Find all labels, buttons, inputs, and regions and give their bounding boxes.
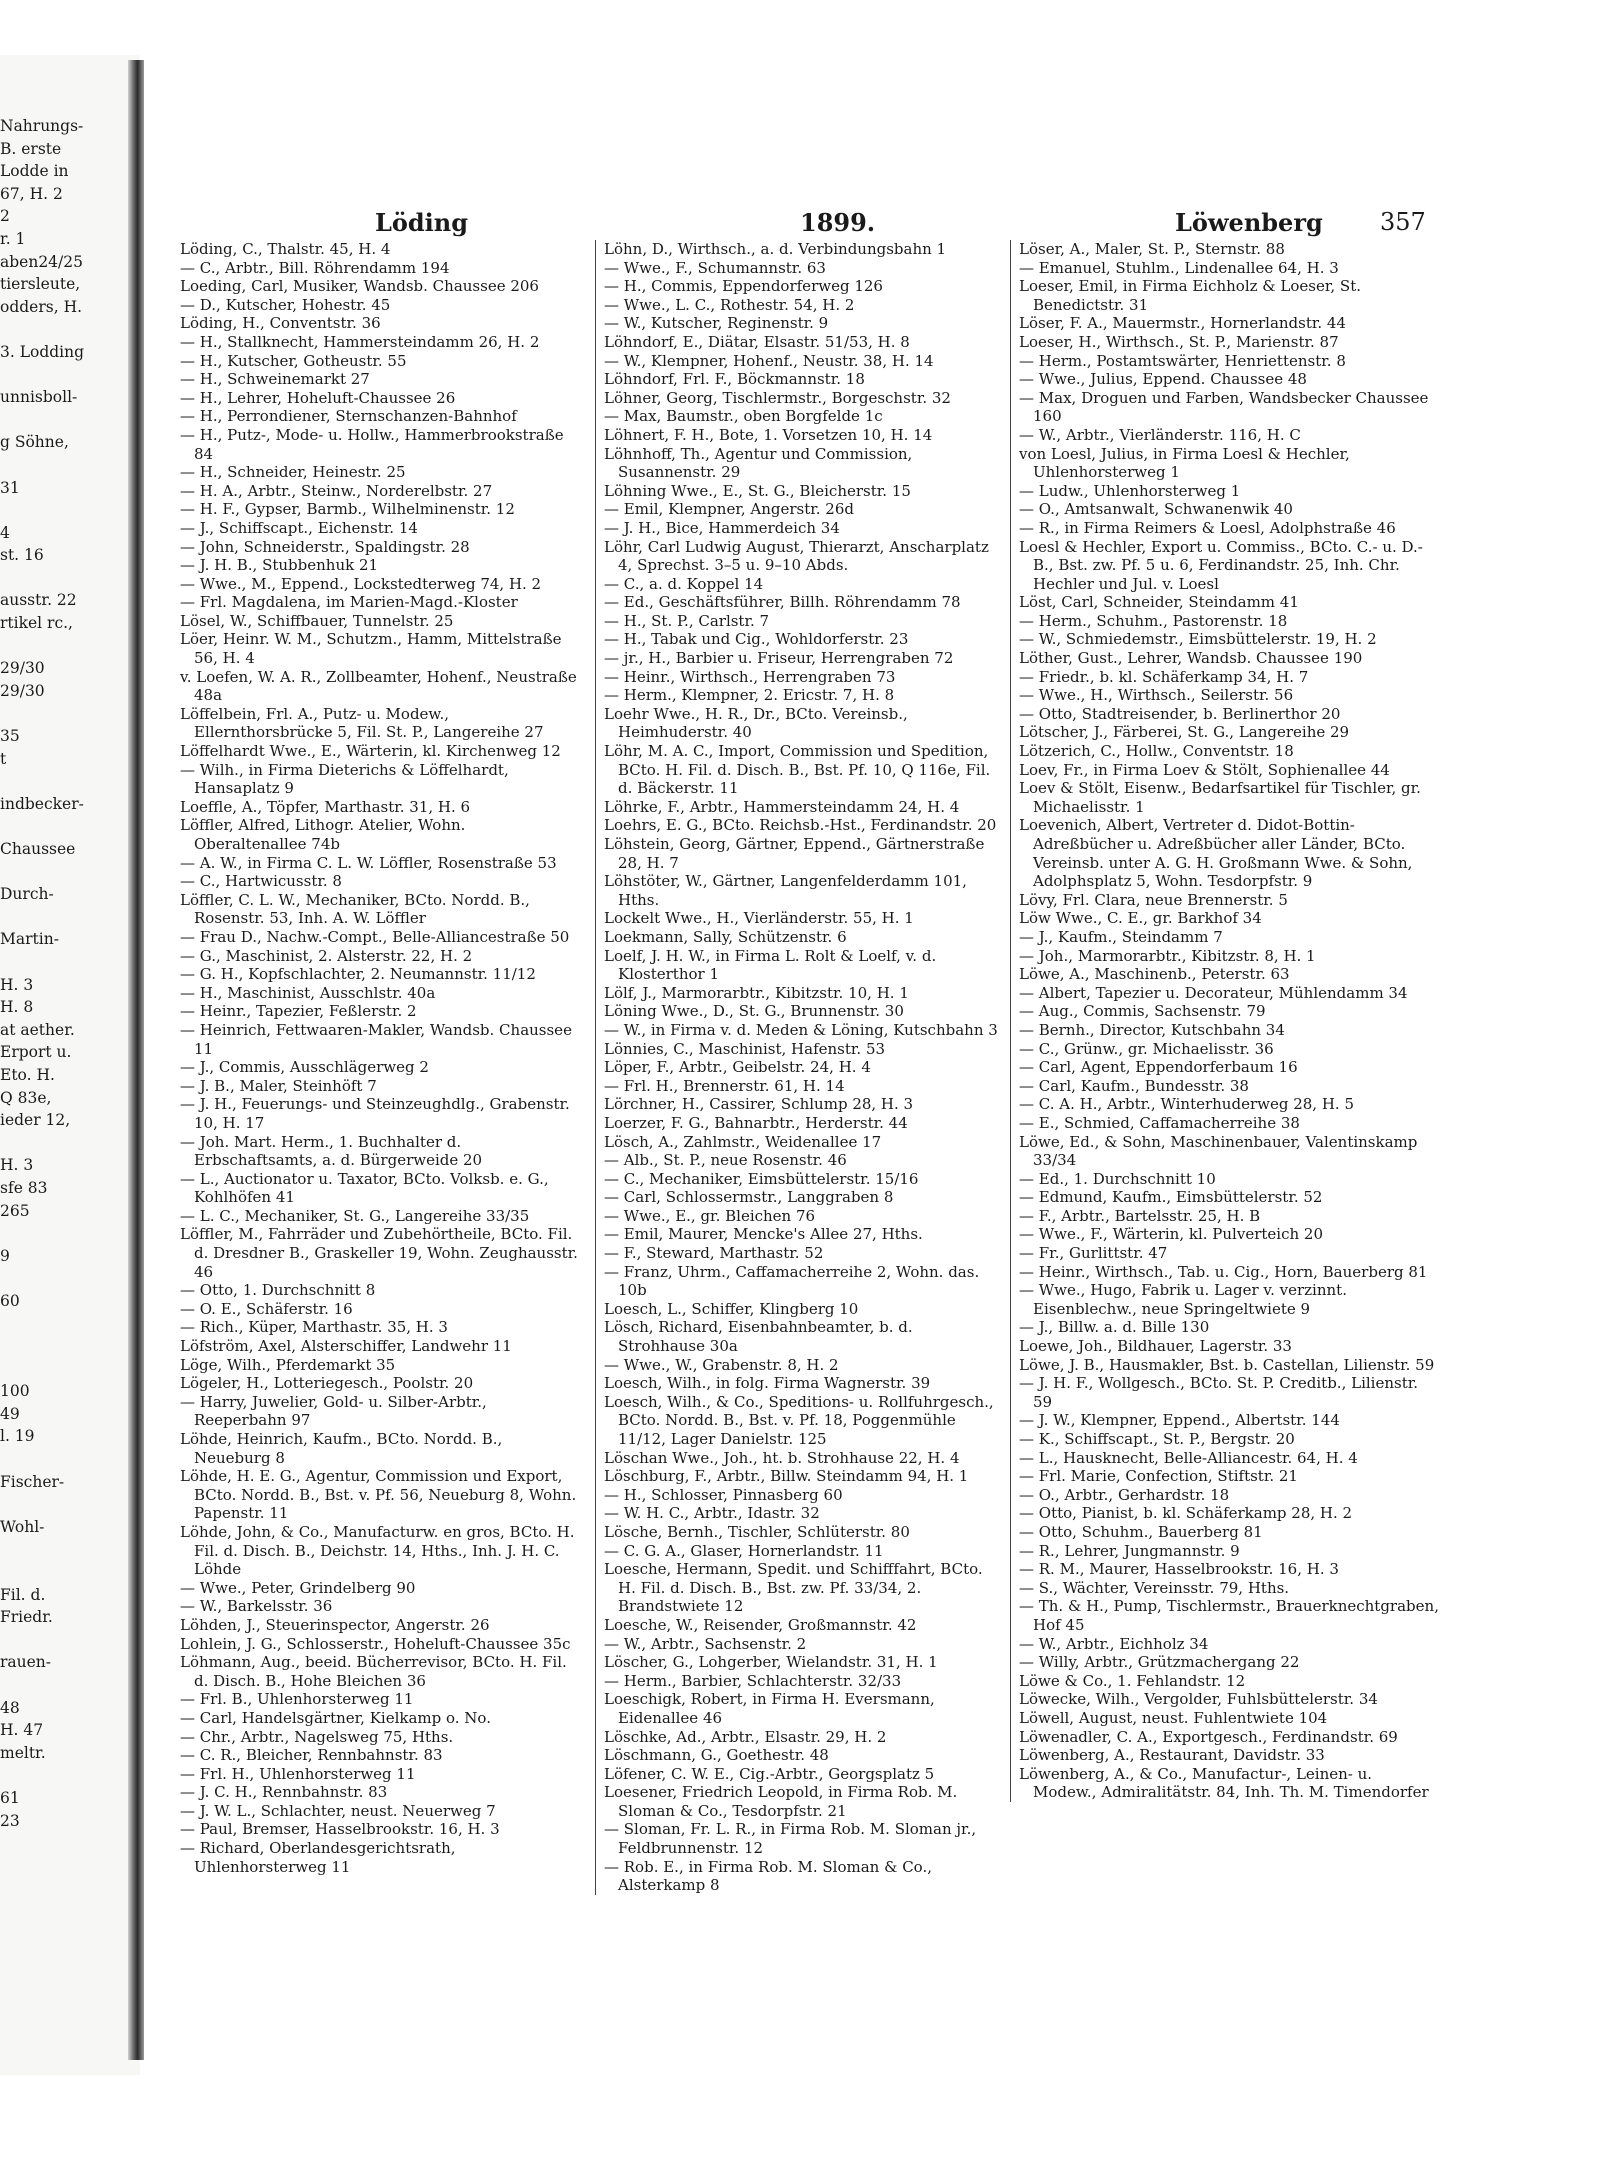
directory-entry: — O., Amtsanwalt, Schwanenwik 40 <box>1019 500 1293 519</box>
previous-page-fragment <box>0 115 124 1832</box>
directory-entry: — Wwe., M., Eppend., Lockstedterweg 74, H. 2 <box>180 574 542 593</box>
directory-entry: Löper, F., Arbtr., Geibelstr. 24, H. 4 <box>604 1058 871 1077</box>
fragment-line <box>0 1312 124 1335</box>
directory-entry: Löwecke, Wilh., Vergolder, Fuhlsbüttelerstr. 34 <box>1019 1690 1378 1709</box>
fragment-line <box>0 906 124 929</box>
directory-entry: Löhr, M. A. C., Import, Commission und Spedition, BCto. H. Fil. d. Disch. B., Bst. Pf. 10, Q 116e, Fil. d. Bäckerstr. 11 <box>604 742 991 798</box>
fragment-line <box>0 567 124 590</box>
fragment-line: 2 <box>0 207 10 226</box>
directory-entry: — W., Kutscher, Reginenstr. 9 <box>604 314 829 333</box>
directory-entry: von Loesl, Julius, in Firma Loesl & Hechler, Uhlenhorsterweg 1 <box>1019 444 1350 482</box>
fragment-line <box>0 1358 124 1381</box>
directory-entry: Loeding, Carl, Musiker, Wandsb. Chaussee 206 <box>180 277 539 296</box>
directory-entry: Löding, C., Thalstr. 45, H. 4 <box>180 240 391 258</box>
directory-entry: — C., Hartwicusstr. 8 <box>180 872 342 891</box>
fragment-line: g Söhne, <box>0 433 69 452</box>
directory-entry: Löther, Gust., Lehrer, Wandsb. Chaussee 190 <box>1019 649 1363 668</box>
directory-entry: — Wwe., F., Schumannstr. 63 <box>604 258 826 277</box>
directory-entry: — Carl, Schlossermstr., Langgraben 8 <box>604 1188 894 1207</box>
fragment-line: B. erste <box>0 139 62 158</box>
directory-entry: — Willy, Arbtr., Grützmachergang 22 <box>1019 1653 1300 1672</box>
directory-entry: Löhden, J., Steuerinspector, Angerstr. 26 <box>180 1615 490 1634</box>
directory-entry: Lötscher, J., Färberei, St. G., Langereihe 29 <box>1019 723 1350 742</box>
directory-entry: Löser, A., Maler, St. P., Sternstr. 88 <box>1019 240 1285 258</box>
page-header <box>150 200 1440 240</box>
directory-entry: Loesch, Wilh., & Co., Speditions- u. Rollfuhrgesch., BCto. Nordd. B., Bst. v. Pf. 18, Poggenmühle 11/12, Lager Danielstr. 125 <box>604 1392 994 1448</box>
header-left-word: Löding <box>375 208 469 237</box>
fragment-line: 48 <box>0 1698 20 1717</box>
fragment-line: Q 83e, <box>0 1088 52 1107</box>
fragment-line: 61 <box>0 1788 20 1807</box>
directory-entry: — Max, Droguen und Farben, Wandsbecker Chaussee 160 <box>1019 388 1429 426</box>
directory-entry: — Frau D., Nachw.-Compt., Belle-Alliancestraße 50 <box>180 927 570 946</box>
directory-entry: Löhmann, Aug., beeid. Bücherrevisor, BCto. H. Fil. d. Disch. B., Hohe Bleichen 36 <box>180 1653 567 1690</box>
directory-entry: — C., Mechaniker, Eimsbüttelerstr. 15/16 <box>604 1169 919 1188</box>
directory-entry: Lockelt Wwe., H., Vierländerstr. 55, H. 1 <box>604 909 914 928</box>
directory-entry: — Edmund, Kaufm., Eimsbüttelerstr. 52 <box>1019 1188 1323 1207</box>
directory-entry: — Wilh., in Firma Dieterichs & Löffelhardt, Hansaplatz 9 <box>180 760 509 798</box>
fragment-line: H. 8 <box>0 998 34 1017</box>
fragment-line: Fil. d. <box>0 1585 46 1604</box>
directory-entry: — H., Tabak und Cig., Wohldorferstr. 23 <box>604 630 909 649</box>
directory-entry: — Herm., Barbier, Schlachterstr. 32/33 <box>604 1671 902 1690</box>
directory-entry: — R. M., Maurer, Hasselbrookstr. 16, H. 3 <box>1019 1560 1339 1579</box>
directory-entry: Löhstöter, W., Gärtner, Langenfelderdamm 101, Hths. <box>604 872 967 909</box>
directory-entry: — K., Schiffscapt., St. P., Bergstr. 20 <box>1019 1430 1295 1448</box>
directory-entry: — Frl. H., Brennerstr. 61, H. 14 <box>604 1076 845 1095</box>
directory-entry: — Heinr., Wirthsch., Herrengraben 73 <box>604 667 896 686</box>
directory-entry: — Chr., Arbtr., Nagelsweg 75, Hths. <box>180 1727 454 1746</box>
directory-entry: — Joh., Marmorarbtr., Kibitzstr. 8, H. 1 <box>1019 946 1316 965</box>
directory-entry: — Wwe., Hugo, Fabrik u. Lager v. verzinnt. Eisenblechw., neue Springeltwiete 9 <box>1019 1281 1347 1318</box>
directory-entry: — Carl, Kaufm., Bundesstr. 38 <box>1019 1076 1249 1095</box>
directory-entry: — Heinr., Tapezier, Feßlerstr. 2 <box>180 1002 417 1021</box>
directory-entry: — John, Schneiderstr., Spaldingstr. 28 <box>180 537 470 556</box>
header-year: 1899. <box>800 208 876 237</box>
directory-entry: — H. A., Arbtr., Steinw., Norderelbstr. 27 <box>180 481 493 500</box>
fragment-line <box>0 1493 124 1516</box>
directory-entry: Löhstein, Georg, Gärtner, Eppend., Gärtnerstraße 28, H. 7 <box>604 835 985 872</box>
directory-entry: — H., St. P., Carlstr. 7 <box>604 611 770 630</box>
directory-entry: — Emil, Maurer, Mencke's Allee 27, Hths. <box>604 1225 923 1244</box>
directory-entry: — O., Arbtr., Gerhardstr. 18 <box>1019 1485 1230 1504</box>
fragment-line <box>0 815 124 838</box>
directory-entry: — C., a. d. Koppel 14 <box>604 574 764 593</box>
fragment-line <box>0 499 124 522</box>
directory-entry: Löffelbein, Frl. A., Putz- u. Modew., Ellernthorsbrücke 5, Fil. St. P., Langereihe 27 <box>180 704 544 742</box>
directory-entry: Loesch, L., Schiffer, Klingberg 10 <box>604 1299 859 1318</box>
directory-entry: — H., Schweinemarkt 27 <box>180 370 370 389</box>
directory-entry: — Otto, Schuhm., Bauerberg 81 <box>1019 1522 1263 1541</box>
directory-entry: — Friedr., b. kl. Schäferkamp 34, H. 7 <box>1019 667 1309 686</box>
directory-entry: Löhnhoff, Th., Agentur und Commission, Susannenstr. 29 <box>604 444 913 482</box>
page-number: 357 <box>1380 208 1426 236</box>
directory-entry: Loehr Wwe., H. R., Dr., BCto. Vereinsb., Heimhuderstr. 40 <box>604 704 908 742</box>
fragment-line <box>0 1561 124 1584</box>
directory-entry: Löwe, A., Maschinenb., Peterstr. 63 <box>1019 965 1290 984</box>
fragment-line: H. 3 <box>0 975 34 994</box>
directory-entry: Loeser, H., Wirthsch., St. P., Marienstr. 87 <box>1019 332 1339 351</box>
directory-entry: — H., Kutscher, Gotheustr. 55 <box>180 351 407 370</box>
directory-entry: — Emanuel, Stuhlm., Lindenallee 64, H. 3 <box>1019 258 1339 277</box>
directory-entry: — J., Commis, Ausschlägerweg 2 <box>180 1058 429 1077</box>
directory-entry: Löwe & Co., 1. Fehlandstr. 12 <box>1019 1671 1246 1690</box>
directory-entry: — J. W. L., Schlachter, neust. Neuerweg 7 <box>180 1801 496 1820</box>
directory-entry: Löding, H., Conventstr. 36 <box>180 314 381 333</box>
directory-entry: Loesche, W., Reisender, Großmannstr. 42 <box>604 1615 917 1634</box>
fragment-line: 9 <box>0 1246 10 1265</box>
directory-entry: — R., in Firma Reimers & Loesl, Adolphstraße 46 <box>1019 518 1396 537</box>
directory-entry: — Rob. E., in Firma Rob. M. Sloman & Co., Alsterkamp 8 <box>604 1857 932 1895</box>
directory-entry: — F., Arbtr., Bartelsstr. 25, H. B <box>1019 1206 1261 1225</box>
directory-entry: — D., Kutscher, Hohestr. 45 <box>180 295 391 314</box>
fragment-line <box>0 1267 124 1290</box>
directory-entry: — Aug., Commis, Sachsenstr. 79 <box>1019 1002 1266 1021</box>
directory-entry: — H., Putz-, Mode- u. Hollw., Hammerbrookstraße 84 <box>180 425 564 463</box>
fragment-line: 31 <box>0 478 20 497</box>
directory-entry: — Otto, Stadtreisender, b. Berlinerthor 20 <box>1019 704 1341 723</box>
fragment-line: H. 3 <box>0 1156 34 1175</box>
directory-entry: — Herm., Klempner, 2. Ericstr. 7, H. 8 <box>604 686 895 705</box>
fragment-line <box>0 861 124 884</box>
directory-entry: — A. W., in Firma C. L. W. Löffler, Rosenstraße 53 <box>180 853 557 872</box>
directory-entry: — Albert, Tapezier u. Decorateur, Mühlendamm 34 <box>1019 983 1408 1002</box>
directory-entry: — J. B., Maler, Steinhöft 7 <box>180 1076 377 1095</box>
directory-entry: — Frl. Marie, Confection, Stiftstr. 21 <box>1019 1467 1298 1486</box>
fragment-line: Durch- <box>0 885 54 904</box>
directory-entry: Lögeler, H., Lotteriegesch., Poolstr. 20 <box>180 1374 474 1393</box>
directory-entry: Lövy, Frl. Clara, neue Brennerstr. 5 <box>1019 890 1288 909</box>
directory-entry: — H., Maschinist, Ausschlstr. 40a <box>180 983 436 1002</box>
fragment-line: at aether. <box>0 1020 75 1039</box>
directory-entry: Löschan Wwe., Joh., ht. b. Strohhause 22, H. 4 <box>604 1448 960 1467</box>
directory-entry: — Max, Baumstr., oben Borgfelde 1c <box>604 407 883 426</box>
header-right-word: Löwenberg <box>1175 208 1323 237</box>
fragment-line: 35 <box>0 727 20 746</box>
directory-entry: — W., Arbtr., Eichholz 34 <box>1019 1634 1209 1653</box>
directory-entry: Löning Wwe., D., St. G., Brunnenstr. 30 <box>604 1002 904 1021</box>
directory-entry: — C. G. A., Glaser, Hornerlandstr. 11 <box>604 1541 884 1560</box>
directory-entry: Löschke, Ad., Arbtr., Elsastr. 29, H. 2 <box>604 1727 887 1746</box>
directory-entry: — Ed., Geschäftsführer, Billh. Röhrendamm 78 <box>604 593 961 612</box>
directory-entry: Loevenich, Albert, Vertreter d. Didot-Bottin-Adreßbücher u. Adreßbücher aller Länder, BCto. Vereinsb. unter A. G. H. Großmann Wwe. & Sohn, Adolphsplatz 5, Wohn. Tesdorpfstr. 9 <box>1019 816 1413 891</box>
directory-entry: Loev & Stölt, Eisenw., Bedarfsartikel für Tischler, gr. Michaelisstr. 1 <box>1019 779 1421 816</box>
fragment-line: meltr. <box>0 1743 46 1762</box>
directory-entry: Löffler, Alfred, Lithogr. Atelier, Wohn. Oberaltenallee 74b <box>180 816 466 853</box>
directory-entry: — Paul, Bremser, Hasselbrookstr. 16, H. 3 <box>180 1820 500 1839</box>
directory-entry: — Ludw., Uhlenhorsterweg 1 <box>1019 481 1241 500</box>
directory-entry: — Wwe., E., gr. Bleichen 76 <box>604 1206 816 1225</box>
directory-entry: — J. H. F., Wollgesch., BCto. St. P. Creditb., Lilienstr. 59 <box>1019 1374 1419 1411</box>
directory-entry: — Rich., Küper, Marthastr. 35, H. 3 <box>180 1318 448 1337</box>
directory-entry: Loesl & Hechler, Export u. Commiss., BCto. C.- u. D.-B., Bst. zw. Pf. 5 u. 6, Ferdinandstr. 25, Inh. Chr. Hechler und Jul. v. Loesl <box>1019 537 1423 593</box>
fragment-line: 67, H. 2 <box>0 184 63 203</box>
fragment-line: odders, H. <box>0 297 83 316</box>
directory-entry: Löser, F. A., Mauermstr., Hornerlandstr. 44 <box>1019 314 1347 333</box>
directory-entry: — L., Auctionator u. Taxator, BCto. Volksb. e. G., Kohlhöfen 41 <box>180 1169 549 1207</box>
directory-entry: — H., Perrondiener, Sternschanzen-Bahnhof <box>180 407 517 426</box>
directory-entry: — Emil, Klempner, Angerstr. 26d <box>604 500 854 519</box>
directory-entry: — C. R., Bleicher, Rennbahnstr. 83 <box>180 1746 443 1765</box>
fragment-line: l. 19 <box>0 1427 35 1446</box>
directory-entry: Löffler, C. L. W., Mechaniker, BCto. Nordd. B., Rosenstr. 53, Inh. A. W. Löffler <box>180 890 530 928</box>
directory-entry: Loehrs, E. G., BCto. Reichsb.-Hst., Ferdinandstr. 20 <box>604 816 997 835</box>
directory-entry: Löwell, August, neust. Fuhlentwiete 104 <box>1019 1708 1328 1727</box>
directory-entry: — W., Schmiedemstr., Eimsbüttelerstr. 19, H. 2 <box>1019 630 1377 649</box>
directory-entry: — Heinrich, Fettwaaren-Makler, Wandsb. Chaussee 11 <box>180 1020 572 1058</box>
directory-page <box>150 200 1440 2060</box>
fragment-line: Lodde in <box>0 162 69 181</box>
directory-entry: — Carl, Handelsgärtner, Kielkamp o. No. <box>180 1708 491 1727</box>
fragment-line: Fischer- <box>0 1472 65 1491</box>
fragment-line <box>0 1222 124 1245</box>
directory-entry: — G. H., Kopfschlachter, 2. Neumannstr. 11/12 <box>180 965 536 984</box>
directory-entry: Lohlein, J. G., Schlosserstr., Hoheluft-Chaussee 35c <box>180 1634 571 1653</box>
directory-entry: — C. A. H., Arbtr., Winterhuderweg 28, H. 5 <box>1019 1095 1354 1114</box>
directory-entry: Löwe, J. B., Hausmakler, Bst. b. Castellan, Lilienstr. 59 <box>1019 1355 1435 1374</box>
directory-entry: — E., Schmied, Caffamacherreihe 38 <box>1019 1113 1300 1132</box>
column-2 <box>595 240 999 1895</box>
fragment-line: ieder 12, <box>0 1111 71 1130</box>
directory-entry: — Otto, 1. Durchschnitt 8 <box>180 1281 376 1300</box>
directory-entry: — W. H. C., Arbtr., Idastr. 32 <box>604 1504 820 1523</box>
directory-entry: — Herm., Postamtswärter, Henriettenstr. 8 <box>1019 351 1346 370</box>
directory-entry: — Wwe., H., Wirthsch., Seilerstr. 56 <box>1019 686 1294 705</box>
directory-entry: — J. H., Bice, Hammerdeich 34 <box>604 518 840 537</box>
directory-entry: — W., Arbtr., Vierländerstr. 116, H. C <box>1019 425 1301 444</box>
fragment-line: st. 16 <box>0 546 44 565</box>
fragment-line: unnisboll- <box>0 388 78 407</box>
directory-entry: Löhde, Heinrich, Kaufm., BCto. Nordd. B., Neueburg 8 <box>180 1430 503 1467</box>
directory-entry: — O. E., Schäferstr. 16 <box>180 1299 353 1318</box>
fragment-line: Erport u. <box>0 1043 72 1062</box>
fragment-line <box>0 1132 124 1155</box>
fragment-line <box>0 1335 124 1358</box>
directory-entry: — Bernh., Director, Kutschbahn 34 <box>1019 1020 1285 1039</box>
directory-entry: Löscher, G., Lohgerber, Wielandstr. 31, H. 1 <box>604 1653 938 1672</box>
fragment-line: 23 <box>0 1811 20 1830</box>
directory-entry: — J., Billw. a. d. Bille 130 <box>1019 1318 1210 1337</box>
fragment-line: tiersleute, <box>0 275 81 294</box>
fragment-line <box>0 635 124 658</box>
directory-entry: Lönnies, C., Maschinist, Hafenstr. 53 <box>604 1039 886 1058</box>
directory-entry: — C., Arbtr., Bill. Röhrendamm 194 <box>180 258 450 277</box>
directory-entry: — Fr., Gurlittstr. 47 <box>1019 1244 1168 1263</box>
directory-entry: Loesche, Hermann, Spedit. und Schifffahrt, BCto. H. Fil. d. Disch. B., Bst. zw. Pf. 33/34, 2. Brandstwiete 12 <box>604 1560 983 1616</box>
directory-entry: Löhrke, F., Arbtr., Hammersteindamm 24, H. 4 <box>604 797 960 816</box>
directory-entry: — Frl. Magdalena, im Marien-Magd.-Kloster <box>180 593 518 612</box>
fragment-line <box>0 1629 124 1652</box>
fragment-line: r. 1 <box>0 229 26 248</box>
fragment-line: sfe 83 <box>0 1178 48 1197</box>
directory-entry: Löfener, C. W. E., Cig.-Arbtr., Georgsplatz 5 <box>604 1764 935 1783</box>
fragment-line: Wohl- <box>0 1517 45 1536</box>
directory-entry: — H., Schneider, Heinestr. 25 <box>180 463 406 482</box>
directory-entry: Löffelhardt Wwe., E., Wärterin, kl. Kirchenweg 12 <box>180 742 561 761</box>
fragment-line: Friedr. <box>0 1608 53 1627</box>
directory-entry: — Th. & H., Pump, Tischlermstr., Brauerknechtgraben, Hof 45 <box>1019 1597 1439 1634</box>
directory-entry: Löschmann, G., Goethestr. 48 <box>604 1746 829 1765</box>
directory-entry: Lölf, J., Marmorarbtr., Kibitzstr. 10, H. 1 <box>604 983 909 1002</box>
directory-entry: — Richard, Oberlandesgerichtsrath, Uhlenhorsterweg 11 <box>180 1839 456 1876</box>
directory-entry: — R., Lehrer, Jungmannstr. 9 <box>1019 1541 1240 1560</box>
directory-entry: — W., Barkelsstr. 36 <box>180 1597 333 1616</box>
directory-entry: Löwenberg, A., & Co., Manufactur-, Leinen- u. Modew., Admiralitätstr. 84, Inh. Th. M. Timendorfer <box>1019 1764 1429 1802</box>
fragment-line: 4 <box>0 523 10 542</box>
directory-entry: — Franz, Uhrm., Caffamacherreihe 2, Wohn. das. 10b <box>604 1262 980 1300</box>
directory-entry: Löffler, M., Fahrräder und Zubehörtheile, BCto. Fil. d. Dresdner B., Graskeller 19, Wohn. Zeughausstr. 46 <box>180 1225 578 1281</box>
directory-entry: Löwe, Ed., & Sohn, Maschinenbauer, Valentinskamp 33/34 <box>1019 1132 1418 1170</box>
directory-entry: Loev, Fr., in Firma Loev & Stölt, Sophienallee 44 <box>1019 760 1390 779</box>
directory-entry: — H. F., Gypser, Barmb., Wilhelminenstr. 12 <box>180 500 515 519</box>
fragment-line <box>0 1764 124 1787</box>
fragment-line <box>0 409 124 432</box>
directory-entry: — Ed., 1. Durchschnitt 10 <box>1019 1169 1216 1188</box>
fragment-line: t <box>0 749 7 768</box>
directory-entry: — H., Lehrer, Hoheluft-Chaussee 26 <box>180 388 456 407</box>
directory-entry: — Joh. Mart. Herm., 1. Buchhalter d. Erbschaftsamts, a. d. Bürgerweide 20 <box>180 1132 483 1170</box>
directory-entry: — C., Grünw., gr. Michaelisstr. 36 <box>1019 1039 1274 1058</box>
directory-entry: Loeser, Emil, in Firma Eichholz & Loeser, St. Benedictstr. 31 <box>1019 277 1362 314</box>
fragment-line <box>0 1538 124 1561</box>
fragment-line <box>0 364 124 387</box>
directory-entry: — J. W., Klempner, Eppend., Albertstr. 144 <box>1019 1411 1340 1430</box>
fragment-line: 29/30 <box>0 659 45 678</box>
book-gutter <box>128 60 144 2060</box>
directory-entry: Löw Wwe., C. E., gr. Barkhof 34 <box>1019 909 1262 928</box>
directory-entry: Löwenberg, A., Restaurant, Davidstr. 33 <box>1019 1746 1325 1765</box>
directory-entry: — Alb., St. P., neue Rosenstr. 46 <box>604 1151 847 1170</box>
fragment-line: rauen- <box>0 1653 52 1672</box>
fragment-line: 49 <box>0 1404 20 1423</box>
directory-entry: — Frl. H., Uhlenhorsterweg 11 <box>180 1764 416 1783</box>
fragment-line <box>0 1448 124 1471</box>
fragment-line: 60 <box>0 1291 20 1310</box>
fragment-line: rtikel rc., <box>0 614 73 633</box>
directory-entry: Lötzerich, C., Hollw., Conventstr. 18 <box>1019 742 1294 761</box>
fragment-line: Chaussee <box>0 840 76 858</box>
directory-entry: Loekmann, Sally, Schützenstr. 6 <box>604 927 847 946</box>
directory-entry: Löer, Heinr. W. M., Schutzm., Hamm, Mittelstraße 56, H. 4 <box>180 630 562 668</box>
column-3 <box>1010 240 1439 1802</box>
directory-entry: — Wwe., F., Wärterin, kl. Pulverteich 20 <box>1019 1225 1323 1244</box>
directory-entry: Loeschigk, Robert, in Firma H. Eversmann, Eidenallee 46 <box>604 1690 935 1727</box>
fragment-line <box>0 1674 124 1697</box>
directory-entry: Löge, Wilh., Pferdemarkt 35 <box>180 1355 396 1374</box>
directory-entry: Loewe, Joh., Bildhauer, Lagerstr. 33 <box>1019 1337 1292 1356</box>
directory-entry: — J. H. B., Stubbenhuk 21 <box>180 556 379 575</box>
directory-entry: Löhning Wwe., E., St. G., Bleicherstr. 15 <box>604 481 911 500</box>
directory-entry: Löhnert, F. H., Bote, 1. Vorsetzen 10, H. 14 <box>604 425 933 444</box>
directory-entry: Loesch, Wilh., in folg. Firma Wagnerstr. 39 <box>604 1374 931 1393</box>
column-1 <box>180 240 580 1876</box>
directory-entry: Löhndorf, E., Diätar, Elsastr. 51/53, H. 8 <box>604 332 910 351</box>
fragment-line: Nahrungs- <box>0 117 84 135</box>
directory-entry: Löhr, Carl Ludwig August, Thierarzt, Anscharplatz 4, Sprechst. 3–5 u. 9–10 Abds. <box>604 537 989 575</box>
directory-entry: Lörchner, H., Cassirer, Schlump 28, H. 3 <box>604 1095 914 1114</box>
directory-entry: — H., Schlosser, Pinnasberg 60 <box>604 1485 843 1504</box>
directory-entry: Löhndorf, Frl. F., Böckmannstr. 18 <box>604 370 865 389</box>
directory-entry: Löhde, H. E. G., Agentur, Commission und Export, BCto. Nordd. B., Bst. v. Pf. 56, Neueburg 8, Wohn. Papenstr. 11 <box>180 1467 577 1523</box>
directory-entry: — Carl, Agent, Eppendorferbaum 16 <box>1019 1058 1298 1077</box>
directory-entry: — H., Commis, Eppendorferweg 126 <box>604 277 883 296</box>
directory-entry: — L. C., Mechaniker, St. G., Langereihe 33/35 <box>180 1206 530 1225</box>
directory-entry: Lösch, A., Zahlmstr., Weidenallee 17 <box>604 1132 882 1151</box>
directory-entry: Löschburg, F., Arbtr., Billw. Steindamm 94, H. 1 <box>604 1467 969 1486</box>
directory-entry: v. Loefen, W. A. R., Zollbeamter, Hohenf., Neustraße 48a <box>180 667 577 705</box>
fragment-line <box>0 951 124 974</box>
directory-entry: Loerzer, F. G., Bahnarbtr., Herderstr. 44 <box>604 1113 908 1132</box>
fragment-line <box>0 318 124 341</box>
directory-entry: — Sloman, Fr. L. R., in Firma Rob. M. Sloman jr., Feldbrunnenstr. 12 <box>604 1820 977 1858</box>
fragment-line: 3. Lodding <box>0 342 85 361</box>
directory-entry: — Heinr., Wirthsch., Tab. u. Cig., Horn, Bauerberg 81 <box>1019 1262 1428 1281</box>
directory-entry: — W., Klempner, Hohenf., Neustr. 38, H. 14 <box>604 351 934 370</box>
directory-entry: — G., Maschinist, 2. Alsterstr. 22, H. 2 <box>180 946 473 965</box>
directory-entry: Loesener, Friedrich Leopold, in Firma Rob. M. Sloman & Co., Tesdorpfstr. 21 <box>604 1783 958 1820</box>
directory-entry: Löhde, John, & Co., Manufacturw. en gros, BCto. H. Fil. d. Disch. B., Deichstr. 14, Hths., Inh. J. H. C. Löhde <box>180 1522 575 1579</box>
fragment-line: 265 <box>0 1201 30 1220</box>
fragment-line <box>0 454 124 477</box>
directory-entry: Löst, Carl, Schneider, Steindamm 41 <box>1019 593 1299 612</box>
fragment-line: H. 47 <box>0 1721 44 1740</box>
directory-entry: — Frl. B., Uhlenhorsterweg 11 <box>180 1690 414 1709</box>
directory-entry: Löhner, Georg, Tischlermstr., Borgeschstr. 32 <box>604 388 951 407</box>
directory-entry: Löhn, D., Wirthsch., a. d. Verbindungsbahn 1 <box>604 240 947 258</box>
directory-entry: — Harry, Juwelier, Gold- u. Silber-Arbtr., Reeperbahn 97 <box>180 1392 487 1430</box>
directory-entry: — Otto, Pianist, b. kl. Schäferkamp 28, H. 2 <box>1019 1504 1353 1523</box>
directory-entry: Lösche, Bernh., Tischler, Schlüterstr. 80 <box>604 1522 910 1541</box>
fragment-line: 100 <box>0 1382 30 1401</box>
fragment-line: Eto. H. <box>0 1065 55 1084</box>
directory-entry: — W., Arbtr., Sachsenstr. 2 <box>604 1634 807 1653</box>
directory-entry: Loeffle, A., Töpfer, Marthastr. 31, H. 6 <box>180 797 471 816</box>
directory-entry: — W., in Firma v. d. Meden & Löning, Kutschbahn 3 <box>604 1020 998 1039</box>
directory-entry: — J., Schiffscapt., Eichenstr. 14 <box>180 518 418 537</box>
fragment-line <box>0 770 124 793</box>
directory-entry: — S., Wächter, Vereinsstr. 79, Hths. <box>1019 1578 1290 1597</box>
directory-entry: Löwenadler, C. A., Exportgesch., Ferdinandstr. 69 <box>1019 1727 1398 1746</box>
directory-entry: — J. H., Feuerungs- und Steinzeughdlg., Grabenstr. 10, H. 17 <box>180 1095 570 1132</box>
directory-entry: — jr., H., Barbier u. Friseur, Herrengraben 72 <box>604 649 954 668</box>
fragment-line: 29/30 <box>0 681 45 700</box>
fragment-line: ausstr. 22 <box>0 591 77 610</box>
directory-entry: — F., Steward, Marthastr. 52 <box>604 1244 824 1263</box>
directory-entry: — L., Hausknecht, Belle-Alliancestr. 64, H. 4 <box>1019 1448 1358 1467</box>
directory-entry: — Wwe., W., Grabenstr. 8, H. 2 <box>604 1355 839 1374</box>
fragment-line: Martin- <box>0 930 59 949</box>
directory-entry: Lösel, W., Schiffbauer, Tunnelstr. 25 <box>180 611 454 630</box>
fragment-line: aben24/25 <box>0 252 83 271</box>
directory-entry: — Wwe., Julius, Eppend. Chaussee 48 <box>1019 370 1307 389</box>
directory-entry: — Wwe., Peter, Grindelberg 90 <box>180 1578 416 1597</box>
fragment-line: indbecker- <box>0 794 84 813</box>
directory-entry: Lösch, Richard, Eisenbahnbeamter, b. d. Strohhause 30a <box>604 1318 913 1356</box>
directory-entry: Löfström, Axel, Alsterschiffer, Landwehr 11 <box>180 1337 512 1356</box>
directory-entry: — H., Stallknecht, Hammersteindamm 26, H. 2 <box>180 332 540 351</box>
fragment-line <box>0 702 124 725</box>
directory-entry: — J., Kaufm., Steindamm 7 <box>1019 927 1223 946</box>
directory-entry: — J. C. H., Rennbahnstr. 83 <box>180 1783 388 1802</box>
directory-entry: Loelf, J. H. W., in Firma L. Rolt & Loelf, v. d. Klosterthor 1 <box>604 946 937 984</box>
directory-entry: — Wwe., L. C., Rothestr. 54, H. 2 <box>604 295 855 314</box>
directory-entry: — Herm., Schuhm., Pastorenstr. 18 <box>1019 611 1288 630</box>
